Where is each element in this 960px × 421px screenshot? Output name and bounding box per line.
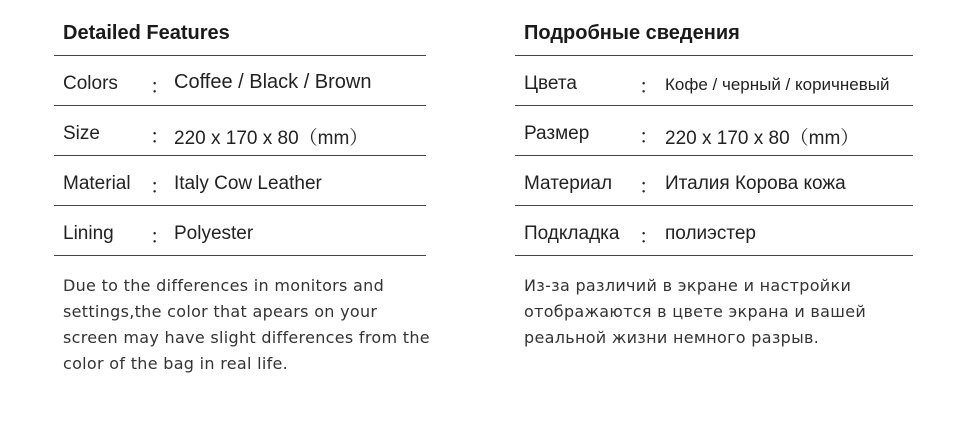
disclaimer-line: реальной жизни немного разрыв. [524, 328, 820, 347]
spec-value: Кофе / черный / коричневый [665, 75, 890, 94]
features-panel-english [54, 0, 430, 373]
spec-label: Lining [63, 223, 114, 244]
section-title: Detailed Features [54, 0, 426, 56]
spec-separator: ： [639, 76, 659, 98]
spec-value: Italy Cow Leather [174, 173, 322, 194]
spec-value: 220 x 170 x 80（mm） [665, 128, 860, 149]
spec-row-size [54, 106, 426, 156]
spec-separator: ： [150, 226, 170, 248]
spec-value: Polyester [174, 223, 254, 244]
features-panel-russian [515, 0, 913, 347]
spec-row-lining [54, 206, 426, 256]
spec-value: Coffee / Black / Brown [174, 71, 372, 93]
disclaimer-line: color of the bag in real life. [63, 354, 289, 373]
spec-label: Размер [524, 123, 590, 144]
spec-row-size [515, 106, 913, 156]
spec-separator: ： [639, 176, 659, 198]
disclaimer-line: Из-за различий в экране и настройки [524, 276, 852, 295]
color-disclaimer [63, 273, 448, 377]
spec-separator: ： [150, 176, 170, 198]
spec-label: Colors [63, 73, 118, 94]
spec-row-colors [515, 56, 913, 106]
spec-row-material [515, 156, 913, 206]
spec-separator: ： [639, 126, 659, 148]
disclaimer-line: settings,the color that apears on your [63, 302, 378, 321]
color-disclaimer [524, 273, 884, 351]
disclaimer-line: screen may have slight differences from the [63, 328, 430, 347]
spec-label: Цвета [524, 73, 577, 94]
spec-value: Италия Корова кожа [665, 173, 846, 194]
spec-value: полиэстер [665, 223, 756, 244]
spec-row-material [54, 156, 426, 206]
disclaimer-line: отображаются в цвете экрана и вашей [524, 302, 867, 321]
spec-row-lining [515, 206, 913, 256]
spec-label: Size [63, 123, 100, 144]
spec-label: Материал [524, 173, 613, 194]
spec-value: 220 x 170 x 80（mm） [174, 128, 369, 149]
spec-label: Подкладка [524, 223, 620, 244]
spec-separator: ： [639, 226, 659, 248]
spec-separator: ： [150, 126, 170, 148]
disclaimer-line: Due to the differences in monitors and [63, 276, 385, 295]
spec-label: Material [63, 173, 131, 194]
section-title: Подробные сведения [515, 0, 913, 56]
spec-row-colors [54, 56, 426, 106]
spec-separator: ： [150, 76, 170, 98]
